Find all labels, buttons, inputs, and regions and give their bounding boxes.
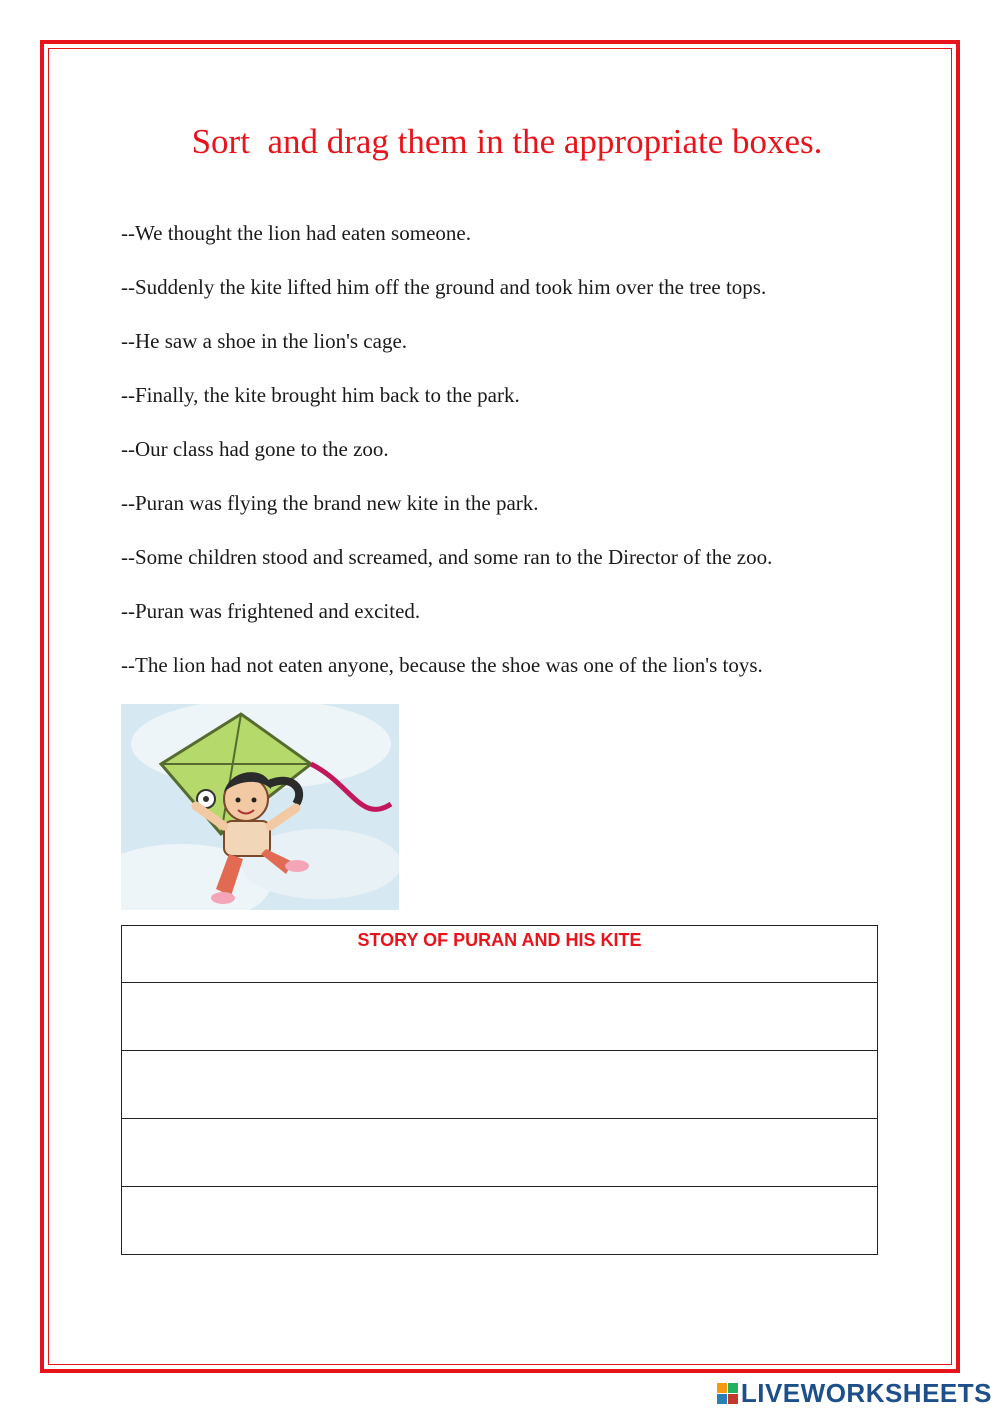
liveworksheets-logo [717, 1378, 992, 1409]
sentence-card[interactable]: --Puran was frightened and excited. [121, 599, 421, 623]
drop-box[interactable] [122, 983, 878, 1051]
sentence-card[interactable]: --He saw a shoe in the lion's cage. [121, 329, 408, 353]
sentence-card[interactable]: --Suddenly the kite lifted him off the ground and took him over the tree tops. [121, 275, 767, 299]
drop-box[interactable] [122, 1051, 878, 1119]
puran-kite-illustration [121, 704, 399, 910]
drop-box[interactable] [122, 1187, 878, 1255]
liveworksheets-logo-icon [717, 1383, 738, 1404]
worksheet-title: Sort and drag them in the appropriate boxes. [191, 122, 823, 161]
sentence-card[interactable]: --Our class had gone to the zoo. [121, 437, 389, 461]
sentence-card[interactable]: --Puran was flying the brand new kite in the park. [121, 491, 539, 515]
sentence-list [121, 219, 772, 705]
story-sort-table [121, 925, 878, 1255]
sentence-card[interactable]: --The lion had not eaten anyone, because the shoe was one of the lion's toys. [121, 653, 763, 677]
kite-boy-picture [121, 704, 399, 910]
sentence-card[interactable]: --Some children stood and screamed, and some ran to the Director of the zoo. [121, 545, 773, 569]
table-header: STORY OF PURAN AND HIS KITE [122, 926, 878, 983]
drop-box[interactable] [122, 1119, 878, 1187]
sentence-card[interactable]: --We thought the lion had eaten someone. [121, 221, 471, 245]
brand-name: LIVEWORKSHEETS [740, 1378, 992, 1408]
sentence-card[interactable]: --Finally, the kite brought him back to the park. [121, 383, 520, 407]
